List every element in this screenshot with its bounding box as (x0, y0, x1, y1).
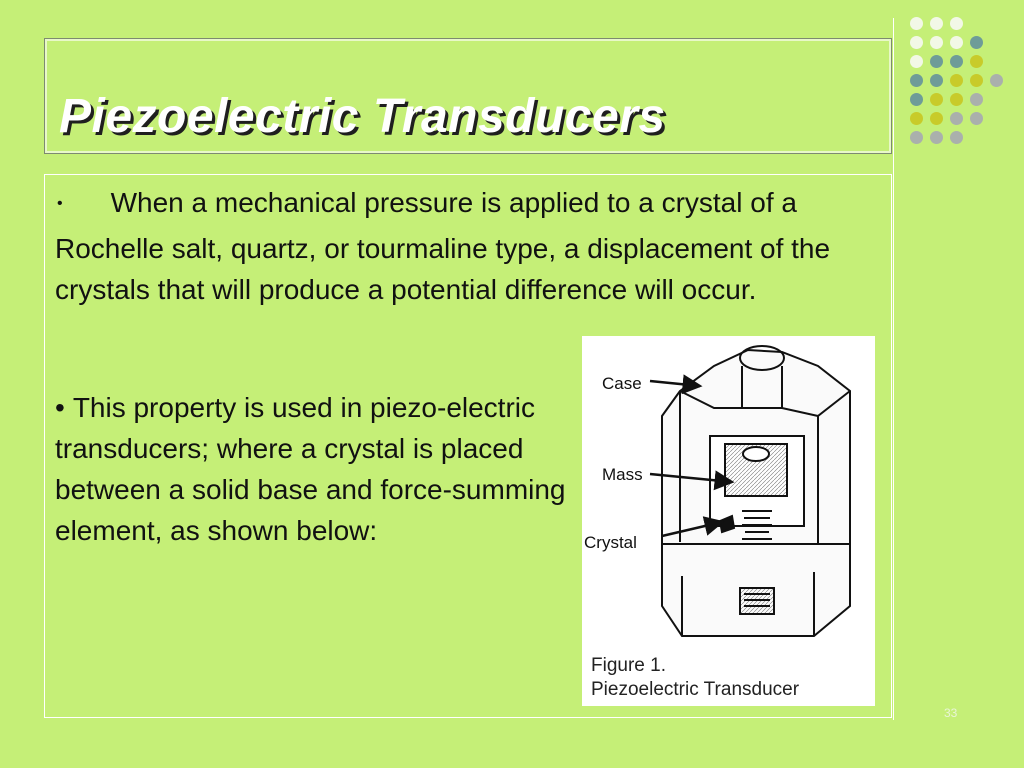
figure-caption-line-2: Piezoelectric Transducer (591, 679, 800, 700)
label-crystal: Crystal (584, 533, 637, 552)
decor-dot (930, 93, 943, 106)
decor-dot (950, 93, 963, 106)
decor-dot (950, 112, 963, 125)
paragraph-1-text: When a mechanical pressure is applied to a crystal of a Rochelle salt, quartz, or tourmaline type, a displacement of the crystals that will produce a potential difference will occur. (55, 187, 831, 305)
decor-dot (970, 112, 983, 125)
decor-dot (910, 36, 923, 49)
decor-dot (970, 55, 983, 68)
transducer-figure (582, 336, 875, 706)
label-case: Case (602, 374, 642, 393)
decor-dot (910, 55, 923, 68)
vertical-divider-line (893, 18, 894, 720)
decor-dot (910, 17, 923, 30)
decor-dot (990, 74, 1003, 87)
decor-dot (950, 55, 963, 68)
transducer-drawing (582, 336, 875, 706)
decor-dot (950, 17, 963, 30)
title-frame (44, 38, 892, 154)
decor-dot (910, 131, 923, 144)
bullet-paragraph-1 (55, 182, 885, 310)
decor-dot (950, 74, 963, 87)
decor-dot (930, 112, 943, 125)
transducer-case (662, 346, 850, 636)
decor-dot (910, 93, 923, 106)
decor-dot (910, 74, 923, 87)
paragraph-2-text: This property is used in piezo-electric transducers; where a crystal is placed between a solid base and force-summing element, as shown below: (55, 392, 566, 546)
slide-number: 33 (944, 706, 958, 720)
bullet-paragraph-2 (55, 387, 575, 551)
decor-dot (950, 36, 963, 49)
decorative-dot-grid (906, 12, 1016, 162)
figure-caption-line-1: Figure 1. (591, 655, 666, 676)
bullet-marker-small: • (57, 195, 63, 212)
figure-caption (591, 654, 799, 702)
decor-dot (950, 131, 963, 144)
decor-dot (970, 93, 983, 106)
bullet-marker: • (55, 392, 65, 423)
decor-dot (970, 36, 983, 49)
decor-dot (930, 55, 943, 68)
decor-dot (930, 131, 943, 144)
decor-dot (970, 74, 983, 87)
slide-title: Piezoelectric Transducers (59, 90, 666, 143)
decor-dot (930, 74, 943, 87)
decor-dot (910, 112, 923, 125)
decor-dot (930, 17, 943, 30)
label-mass: Mass (602, 465, 643, 484)
decor-dot (930, 36, 943, 49)
